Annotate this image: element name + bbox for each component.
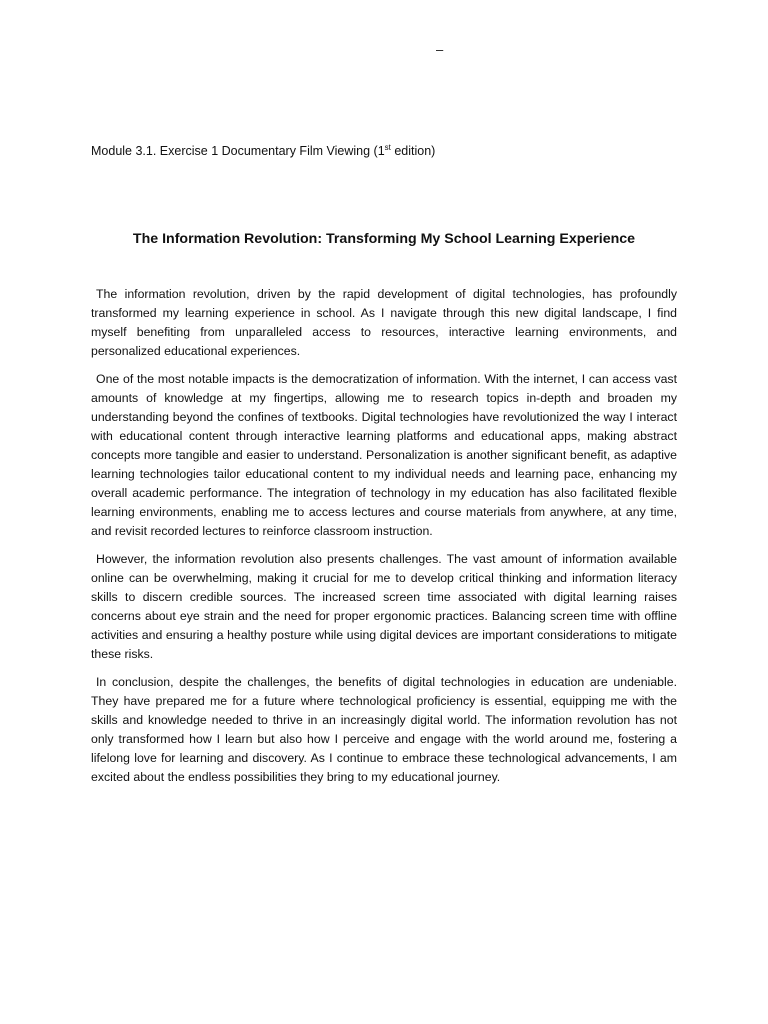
module-label-suffix: edition) [390,144,436,158]
paragraph-challenges: However, the information revolution also presents challenges. The vast amount of information available online can be overwhelming, making it crucial for me to develop critical thinking and information literacy skills to discern credible sources. The increased screen time associated with digital learning raises concerns about eye strain and the need for proper ergonomic practices. Balancing screen time with offline activities and ensuring a healthy posture while using digital devices are important considerations to mitigate these risks. [91,552,677,661]
paragraph-conclusion: In conclusion, despite the challenges, the benefits of digital technologies in education are undeniable. They have prepared me for a future where technological proficiency is essential, equipping me with the skills and knowledge needed to thrive in an increasingly digital world. The information revolution has not only transformed how I learn but also how I perceive and engage with the world around me, fostering a lifelong love for learning and discovery. As I continue to embrace these technological advancements, I am excited about the endless possibilities they bring to my educational journey. [91,675,677,784]
header-mark: – [436,42,444,57]
document-body [91,285,677,796]
module-label [91,143,435,159]
module-label-superscript: st [384,142,391,152]
document-title: The Information Revolution: Transforming My School Learning Experience [132,231,636,247]
paragraph-intro: The information revolution, driven by the rapid development of digital technologies, has profoundly transformed my learning experience in school. As I navigate through this new digital landscape, I find myself benefiting from unparalleled access to resources, interactive learning environments, and personalized educational experiences. [91,287,677,358]
module-label-prefix: Module 3.1. Exercise 1 Documentary Film Viewing (1 [91,144,385,158]
paragraph-impacts: One of the most notable impacts is the democratization of information. With the internet, I can access vast amounts of knowledge at my fingertips, allowing me to research topics in-depth and broaden my understanding beyond the confines of textbooks. Digital technologies have revolutionized the way I interact with educational content through interactive learning platforms and educational apps, making abstract concepts more tangible and easier to understand. Personalization is another significant benefit, as adaptive learning technologies tailor educational content to my individual needs and learning pace, enhancing my overall academic performance. The integration of technology in my education has also facilitated flexible learning environments, enabling me to access lectures and course materials from anywhere, at any time, and revisit recorded lectures to reinforce classroom instruction. [91,372,677,538]
